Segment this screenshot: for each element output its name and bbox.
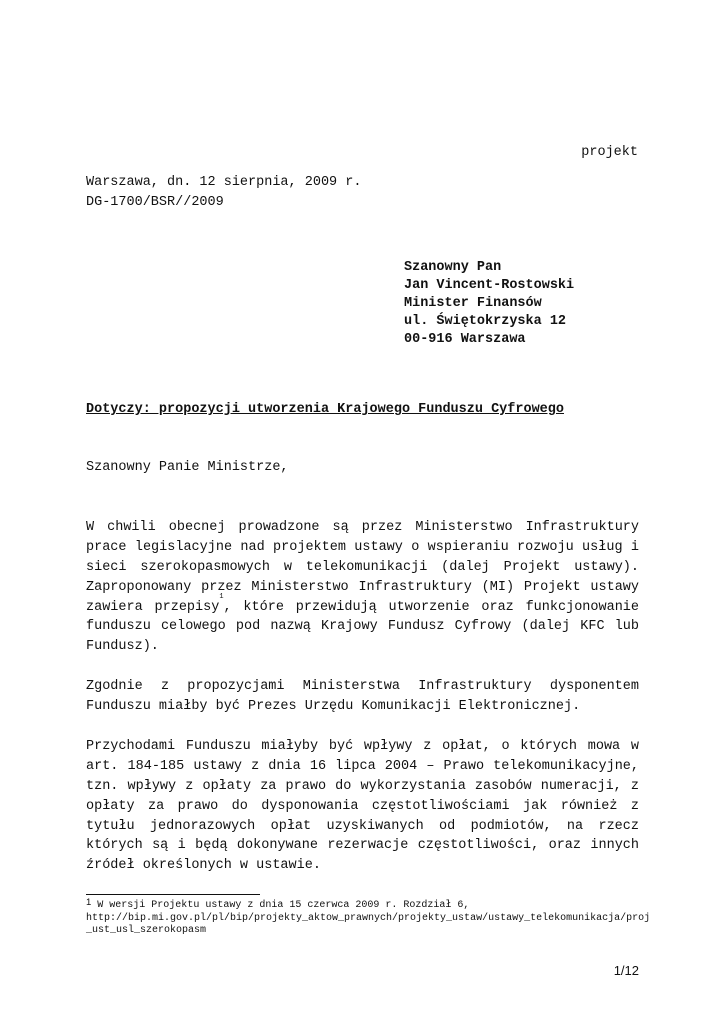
footnote-url-line[interactable]: http://bip.mi.gov.pl/pl/bip/projekty_aktow_prawnych/projekty_ustaw/ustawy_telekomunikacja/proj bbox=[86, 912, 651, 924]
paragraph-2 bbox=[86, 677, 639, 717]
paragraph-line: art. 184-185 ustawy z dnia 16 lipca 2004 – Prawo telekomunikacyjne, bbox=[86, 758, 639, 774]
footnote-text: W wersji Projektu ustawy z dnia 15 czerwca 2009 r. Rozdział 6, bbox=[91, 900, 470, 911]
paragraph-line: źródeł określonych w ustawie. bbox=[86, 858, 321, 874]
footnote-divider bbox=[86, 894, 260, 895]
footnote-number: 1 bbox=[86, 897, 92, 908]
paragraph-line: funduszu celowego pod nazwą Krajowy Fundusz Cyfrowy (dalej KFC lub bbox=[86, 619, 639, 635]
recipient-line-5: 00-916 Warszawa bbox=[404, 332, 526, 347]
recipient-line-3: Minister Finansów bbox=[404, 296, 542, 311]
subject-line: Dotyczy: propozycji utworzenia Krajowego Funduszu Cyfrowego bbox=[86, 402, 564, 417]
paragraph-fragment: zawiera przepisy bbox=[86, 599, 220, 615]
footnote-reference[interactable]: 1 bbox=[219, 592, 224, 601]
reference-number: DG-1700/BSR//2009 bbox=[86, 195, 224, 210]
paragraph-line: Zaproponowany przez Ministerstwo Infrastruktury (MI) Projekt ustawy bbox=[86, 579, 639, 595]
footnote bbox=[86, 897, 651, 938]
paragraph-line: Przychodami Funduszu miałyby być wpływy z opłat, o których mowa w bbox=[86, 739, 639, 754]
paragraph-line: W chwili obecnej prowadzone są przez Ministerstwo Infrastruktury bbox=[86, 520, 639, 535]
paragraph-line: Fundusz). bbox=[86, 639, 159, 655]
paragraph-line: których są i będą dokonywane rezerwacje częstotliwości, oraz innych bbox=[86, 838, 639, 854]
paragraph-3 bbox=[86, 737, 639, 876]
paragraph-line: Funduszu miałby być Prezes Urzędu Komunikacji Elektronicznej. bbox=[86, 698, 581, 714]
footnote-line-1 bbox=[86, 899, 646, 913]
paragraph-line: opłaty za prawo do dysponowania częstotliwościami jak również z bbox=[86, 798, 639, 814]
letter-meta bbox=[86, 173, 486, 213]
paragraph-1 bbox=[86, 518, 639, 657]
salutation: Szanowny Panie Ministrze, bbox=[86, 460, 289, 475]
paragraph-line: tzn. wpływy z opłaty za prawo do wykorzystania zasobów numeracji, z bbox=[86, 778, 639, 794]
recipient-line-2: Jan Vincent-Rostowski bbox=[404, 278, 575, 293]
paragraph-line: tytułu jednorazowych opłat uzyskiwanych od podmiotów, na rzecz bbox=[86, 818, 639, 834]
recipient-line-4: ul. Świętokrzyska 12 bbox=[404, 314, 567, 329]
paragraph-line: prace legislacyjne nad projektem ustawy o wspieraniu rozwoju usług i bbox=[86, 539, 639, 555]
recipient-address bbox=[404, 259, 654, 349]
paragraph-line: sieci szerokopasmowych w telekomunikacji (dalej Projekt ustawy). bbox=[86, 559, 639, 575]
draft-label: projekt bbox=[581, 145, 638, 160]
place-date: Warszawa, dn. 12 sierpnia, 2009 r. bbox=[86, 175, 362, 190]
footnote-url-line-cont[interactable]: _ust_usl_szerokopasm bbox=[86, 925, 207, 936]
page-number: 1/12 bbox=[613, 963, 639, 978]
paragraph-line-with-footnote bbox=[86, 592, 639, 618]
recipient-line-1: Szanowny Pan bbox=[404, 260, 502, 275]
paragraph-fragment: , które przewidują utworzenie oraz funkcjonowanie bbox=[223, 599, 639, 615]
paragraph-line: Zgodnie z propozycjami Ministerstwa Infrastruktury dysponentem bbox=[86, 679, 639, 694]
